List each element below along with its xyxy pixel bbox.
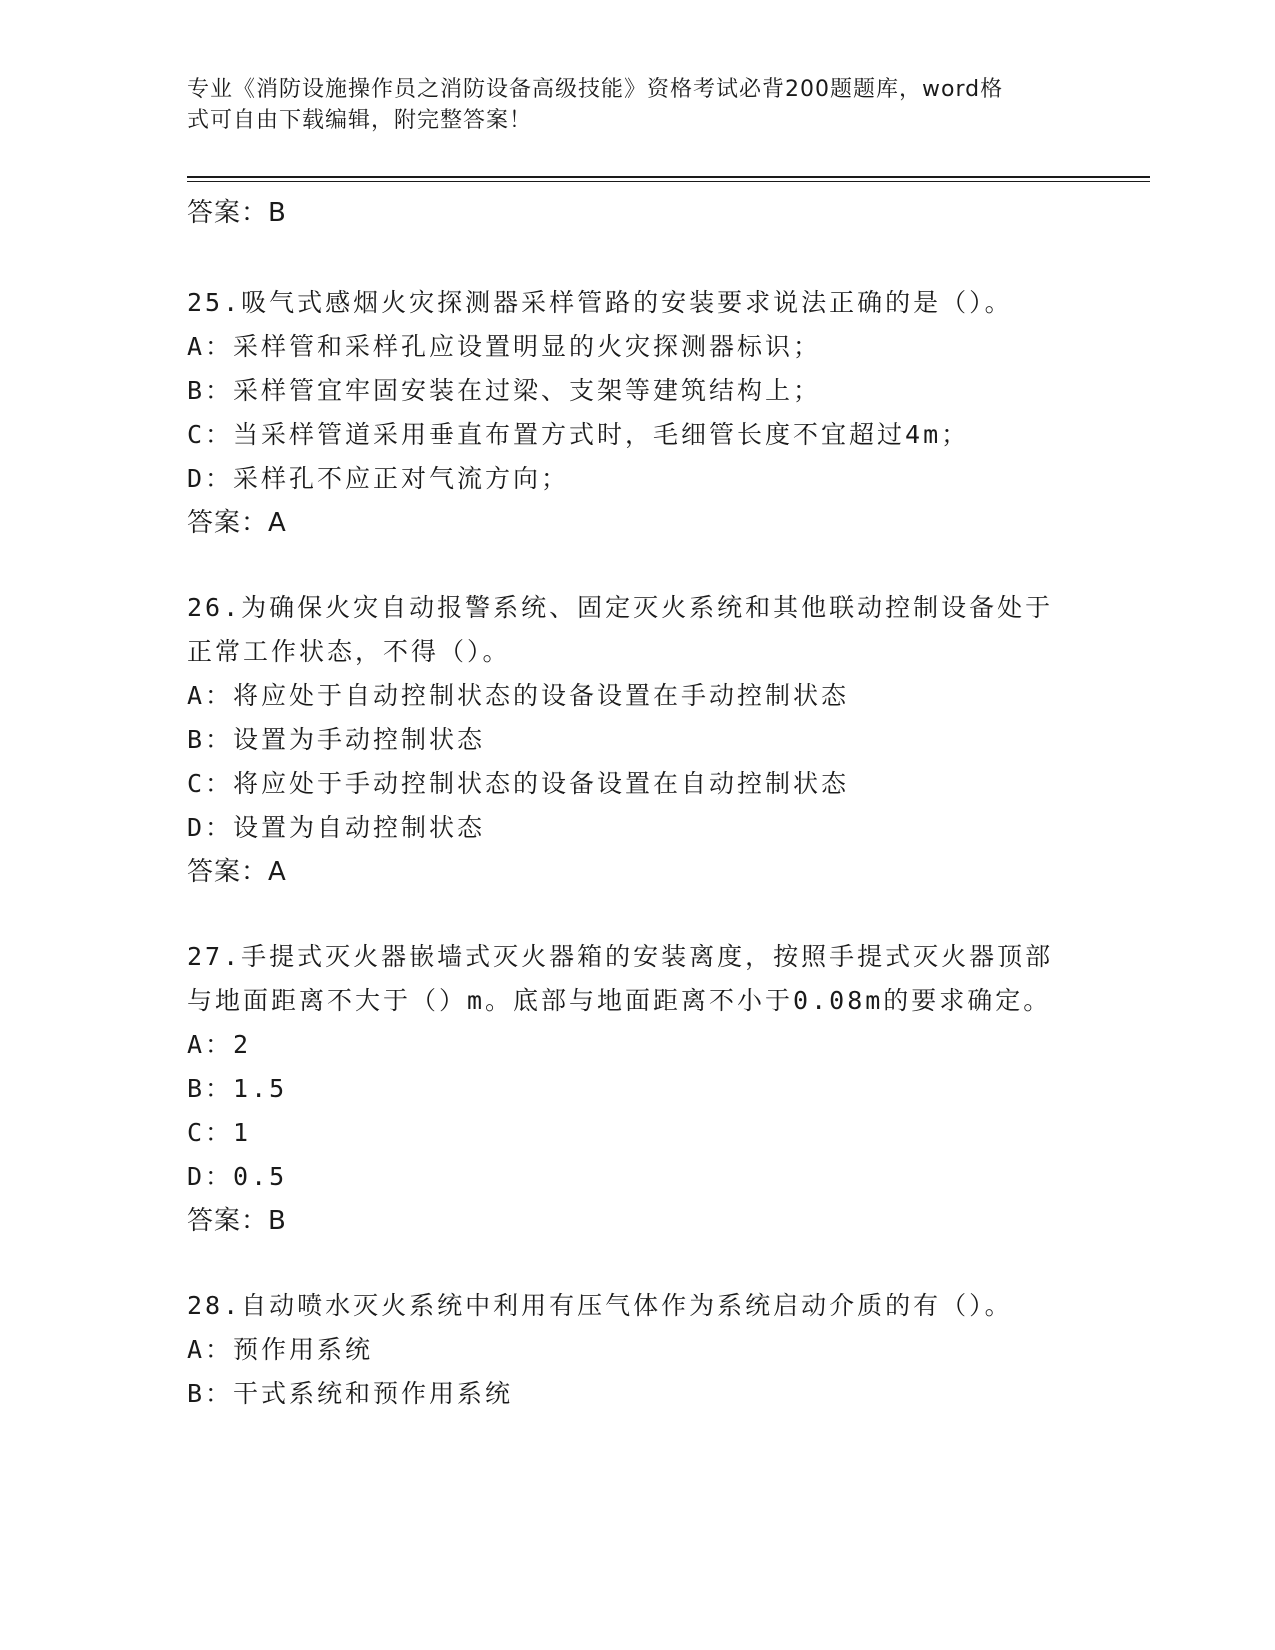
question-26-option-a: A：将应处于自动控制状态的设备设置在手动控制状态 <box>187 681 850 710</box>
header-divider-thick <box>187 176 1150 178</box>
question-26-stem-line-2: 正常工作状态，不得（）。 <box>187 637 511 666</box>
answer-prev: 答案：B <box>187 198 287 228</box>
question-25-option-d: D：采样孔不应正对气流方向； <box>187 464 570 493</box>
question-25-answer: 答案：A <box>187 508 287 538</box>
question-25-option-a: A：采样管和采样孔应设置明显的火灾探测器标识； <box>187 332 822 361</box>
question-28-stem: 28.自动喷水灭火系统中利用有压气体作为系统启动介质的有（）。 <box>187 1291 1013 1320</box>
question-26-option-c: C：将应处于手动控制状态的设备设置在自动控制状态 <box>187 769 850 798</box>
question-26-option-d: D：设置为自动控制状态 <box>187 813 486 842</box>
document-header <box>187 74 1067 136</box>
question-27-stem-line-1: 27.手提式灭火器嵌墙式灭火器箱的安装离度，按照手提式灭火器顶部 <box>187 942 1054 971</box>
question-27-option-b: B：1.5 <box>187 1074 288 1103</box>
question-26-option-b: B：设置为手动控制状态 <box>187 725 486 754</box>
question-25-option-c: C：当采样管道采用垂直布置方式时，毛细管长度不宜超过4m； <box>187 420 970 449</box>
question-28-option-a: A：预作用系统 <box>187 1335 374 1364</box>
question-27-option-c: C：1 <box>187 1118 252 1147</box>
header-line-2: 式可自由下载编辑，附完整答案！ <box>187 108 533 133</box>
header-divider-thin <box>187 181 1150 182</box>
question-26-stem-line-1: 26.为确保火灾自动报警系统、固定灭火系统和其他联动控制设备处于 <box>187 593 1054 622</box>
question-25-option-b: B：采样管宜牢固安装在过梁、支架等建筑结构上； <box>187 376 822 405</box>
question-27-stem-line-2: 与地面距离不大于（）m。底部与地面距离不小于0.08m的要求确定。 <box>187 986 1052 1015</box>
question-27-answer: 答案：B <box>187 1206 287 1236</box>
question-25-stem: 25.吸气式感烟火灾探测器采样管路的安装要求说法正确的是（）。 <box>187 288 1013 317</box>
question-27-option-d: D：0.5 <box>187 1162 288 1191</box>
question-26-answer: 答案：A <box>187 857 287 887</box>
header-line-1: 专业《消防设施操作员之消防设备高级技能》资格考试必背200题题库，word格 <box>187 77 1004 102</box>
question-28-option-b: B：干式系统和预作用系统 <box>187 1379 514 1408</box>
question-27-option-a: A：2 <box>187 1030 252 1059</box>
